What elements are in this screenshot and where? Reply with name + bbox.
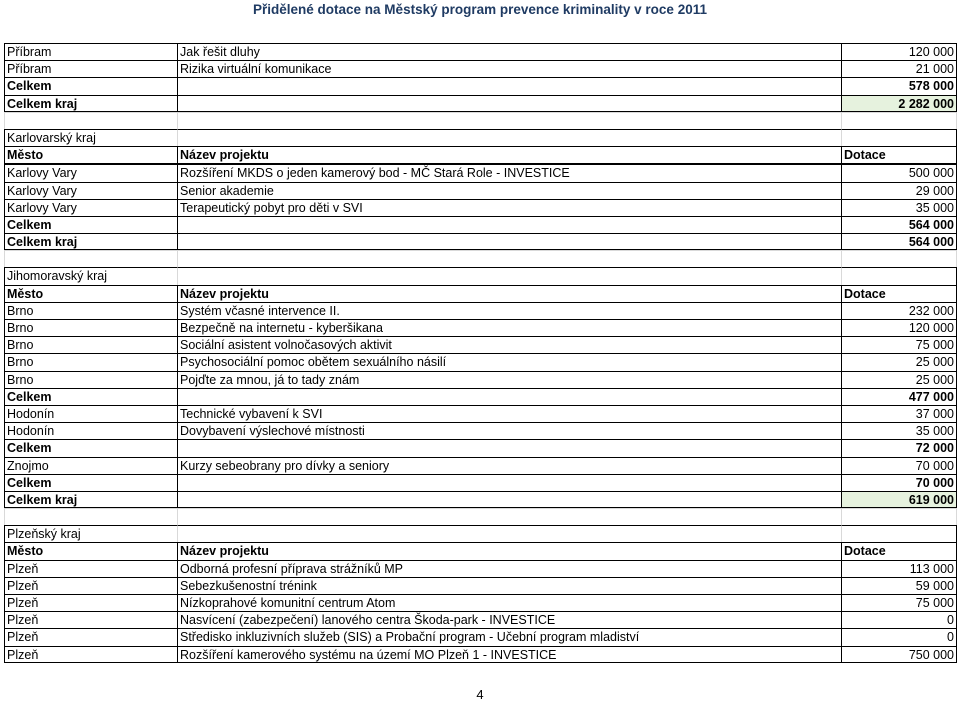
project-header: Název projektu bbox=[177, 285, 841, 302]
city-header: Město bbox=[4, 542, 177, 559]
empty-cell bbox=[177, 491, 841, 508]
empty-cell bbox=[841, 508, 957, 525]
city-cell: Hodonín bbox=[4, 405, 177, 422]
amount-cell: 750 000 bbox=[841, 646, 957, 663]
table-row bbox=[4, 353, 957, 370]
city-total-row bbox=[4, 388, 957, 405]
amount-cell: 120 000 bbox=[841, 319, 957, 336]
table-row bbox=[4, 457, 957, 474]
total-amount: 578 000 bbox=[841, 77, 957, 94]
project-cell: Rozšíření kamerového systému na území MO Plzeň 1 - INVESTICE bbox=[177, 646, 841, 663]
city-cell: Příbram bbox=[4, 60, 177, 77]
table-row bbox=[4, 182, 957, 199]
empty-cell bbox=[4, 250, 177, 267]
amount-cell: 0 bbox=[841, 611, 957, 628]
region-total-label: Celkem kraj bbox=[4, 491, 177, 508]
city-cell: Plzeň bbox=[4, 628, 177, 645]
project-cell: Terapeutický pobyt pro děti v SVI bbox=[177, 199, 841, 216]
region-total-row bbox=[4, 491, 957, 508]
project-cell: Středisko inkluzivních služeb (SIS) a Probační program - Učební program mladiství bbox=[177, 628, 841, 645]
project-header: Název projektu bbox=[177, 146, 841, 163]
table-row bbox=[4, 43, 957, 60]
table-row bbox=[4, 371, 957, 388]
project-cell: Rizika virtuální komunikace bbox=[177, 60, 841, 77]
amount-cell: 35 000 bbox=[841, 422, 957, 439]
city-total-row bbox=[4, 77, 957, 94]
empty-cell bbox=[841, 250, 957, 267]
project-cell: Pojďte za mnou, já to tady znám bbox=[177, 371, 841, 388]
city-cell: Plzeň bbox=[4, 577, 177, 594]
region-name: Jihomoravský kraj bbox=[4, 267, 177, 284]
city-cell: Plzeň bbox=[4, 611, 177, 628]
amount-cell: 113 000 bbox=[841, 560, 957, 577]
city-cell: Brno bbox=[4, 336, 177, 353]
region-total-label: Celkem kraj bbox=[4, 233, 177, 250]
empty-cell bbox=[177, 112, 841, 129]
region-total-row bbox=[4, 95, 957, 112]
project-cell: Rozšíření MKDS o jeden kamerový bod - MČ Stará Role - INVESTICE bbox=[177, 164, 841, 181]
region-total-row bbox=[4, 233, 957, 250]
empty-cell bbox=[177, 508, 841, 525]
empty-cell bbox=[177, 250, 841, 267]
empty-cell bbox=[177, 77, 841, 94]
project-cell: Jak řešit dluhy bbox=[177, 43, 841, 60]
table-row bbox=[4, 611, 957, 628]
empty-cell bbox=[4, 112, 177, 129]
region-name: Karlovarský kraj bbox=[4, 129, 177, 146]
column-header-row bbox=[4, 542, 957, 559]
project-cell: Kurzy sebeobrany pro dívky a seniory bbox=[177, 457, 841, 474]
table-row bbox=[4, 164, 957, 181]
amount-cell: 0 bbox=[841, 628, 957, 645]
amount-cell: 37 000 bbox=[841, 405, 957, 422]
amount-header: Dotace bbox=[841, 285, 957, 302]
empty-cell bbox=[177, 525, 841, 542]
table-row bbox=[4, 60, 957, 77]
amount-header: Dotace bbox=[841, 146, 957, 163]
region-heading-row bbox=[4, 267, 957, 284]
amount-cell: 232 000 bbox=[841, 302, 957, 319]
empty-cell bbox=[177, 267, 841, 284]
table-row bbox=[4, 560, 957, 577]
total-amount: 477 000 bbox=[841, 388, 957, 405]
table-row bbox=[4, 336, 957, 353]
document-title: Přidělené dotace na Městský program prevence kriminality v roce 2011 bbox=[253, 2, 707, 17]
amount-cell: 29 000 bbox=[841, 182, 957, 199]
empty-cell bbox=[4, 508, 177, 525]
amount-cell: 35 000 bbox=[841, 199, 957, 216]
empty-cell bbox=[177, 233, 841, 250]
project-cell: Nízkoprahové komunitní centrum Atom bbox=[177, 594, 841, 611]
city-cell: Karlovy Vary bbox=[4, 164, 177, 181]
page-number: 4 bbox=[476, 687, 484, 702]
table-row bbox=[4, 319, 957, 336]
project-cell: Sebezkušenostní trénink bbox=[177, 577, 841, 594]
project-cell: Dovybavení výslechové místnosti bbox=[177, 422, 841, 439]
project-cell: Sociální asistent volnočasových aktivit bbox=[177, 336, 841, 353]
total-label: Celkem bbox=[4, 388, 177, 405]
city-header: Město bbox=[4, 285, 177, 302]
city-cell: Karlovy Vary bbox=[4, 182, 177, 199]
column-header-row bbox=[4, 146, 957, 164]
table-row bbox=[4, 628, 957, 645]
city-total-row bbox=[4, 439, 957, 456]
total-label: Celkem bbox=[4, 216, 177, 233]
amount-cell: 70 000 bbox=[841, 457, 957, 474]
total-amount: 72 000 bbox=[841, 439, 957, 456]
city-cell: Brno bbox=[4, 302, 177, 319]
city-cell: Brno bbox=[4, 371, 177, 388]
amount-cell: 25 000 bbox=[841, 353, 957, 370]
total-label: Celkem bbox=[4, 77, 177, 94]
city-cell: Znojmo bbox=[4, 457, 177, 474]
region-total-amount: 564 000 bbox=[841, 233, 957, 250]
region-total-amount: 2 282 000 bbox=[841, 95, 957, 112]
region-heading-row bbox=[4, 525, 957, 542]
amount-cell: 21 000 bbox=[841, 60, 957, 77]
spacer-row bbox=[4, 250, 957, 267]
project-cell: Bezpečně na internetu - kyberšikana bbox=[177, 319, 841, 336]
empty-cell bbox=[177, 439, 841, 456]
city-cell: Brno bbox=[4, 353, 177, 370]
empty-cell bbox=[177, 95, 841, 112]
table-row bbox=[4, 577, 957, 594]
table-row bbox=[4, 646, 957, 663]
project-cell: Senior akademie bbox=[177, 182, 841, 199]
empty-cell bbox=[177, 216, 841, 233]
city-header: Město bbox=[4, 146, 177, 163]
city-cell: Plzeň bbox=[4, 646, 177, 663]
city-cell: Plzeň bbox=[4, 560, 177, 577]
table-row bbox=[4, 302, 957, 319]
amount-cell: 120 000 bbox=[841, 43, 957, 60]
project-cell: Nasvícení (zabezpečení) lanového centra Škoda-park - INVESTICE bbox=[177, 611, 841, 628]
table-row bbox=[4, 199, 957, 216]
city-cell: Příbram bbox=[4, 43, 177, 60]
table-row bbox=[4, 405, 957, 422]
total-amount: 70 000 bbox=[841, 474, 957, 491]
table-row bbox=[4, 422, 957, 439]
spacer-row bbox=[4, 508, 957, 525]
empty-cell bbox=[841, 129, 957, 146]
amount-cell: 25 000 bbox=[841, 371, 957, 388]
amount-cell: 75 000 bbox=[841, 594, 957, 611]
total-label: Celkem bbox=[4, 474, 177, 491]
column-header-row bbox=[4, 285, 957, 302]
project-cell: Technické vybavení k SVI bbox=[177, 405, 841, 422]
amount-cell: 75 000 bbox=[841, 336, 957, 353]
region-heading-row bbox=[4, 129, 957, 146]
city-cell: Hodonín bbox=[4, 422, 177, 439]
amount-cell: 500 000 bbox=[841, 164, 957, 181]
total-amount: 564 000 bbox=[841, 216, 957, 233]
city-cell: Brno bbox=[4, 319, 177, 336]
subsidy-table bbox=[4, 43, 957, 663]
total-label: Celkem bbox=[4, 439, 177, 456]
city-total-row bbox=[4, 474, 957, 491]
empty-cell bbox=[177, 474, 841, 491]
amount-header: Dotace bbox=[841, 542, 957, 559]
city-cell: Karlovy Vary bbox=[4, 199, 177, 216]
empty-cell bbox=[841, 112, 957, 129]
project-cell: Odborná profesní příprava strážníků MP bbox=[177, 560, 841, 577]
table-row bbox=[4, 594, 957, 611]
project-cell: Psychosociální pomoc obětem sexuálního násilí bbox=[177, 353, 841, 370]
empty-cell bbox=[177, 388, 841, 405]
region-name: Plzeňský kraj bbox=[4, 525, 177, 542]
city-cell: Plzeň bbox=[4, 594, 177, 611]
city-total-row bbox=[4, 216, 957, 233]
empty-cell bbox=[841, 267, 957, 284]
region-total-label: Celkem kraj bbox=[4, 95, 177, 112]
empty-cell bbox=[841, 525, 957, 542]
empty-cell bbox=[177, 129, 841, 146]
project-cell: Systém včasné intervence II. bbox=[177, 302, 841, 319]
region-total-amount: 619 000 bbox=[841, 491, 957, 508]
project-header: Název projektu bbox=[177, 542, 841, 559]
amount-cell: 59 000 bbox=[841, 577, 957, 594]
spacer-row bbox=[4, 112, 957, 129]
